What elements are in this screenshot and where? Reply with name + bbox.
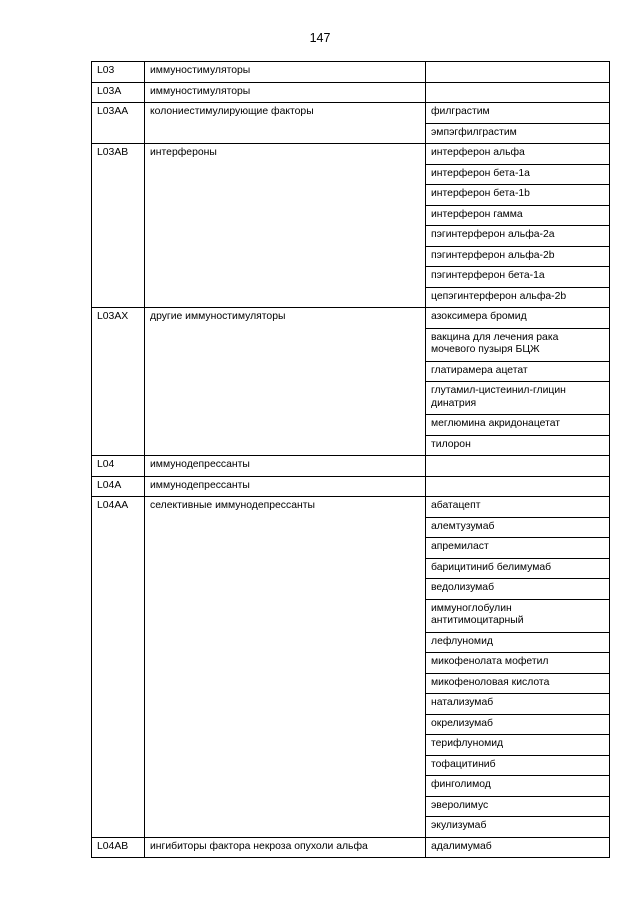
- atc-code-cell: L04A: [92, 476, 145, 497]
- drug-name-cell: пэгинтерферон альфа-2b: [426, 246, 610, 267]
- drug-name-cell: пэгинтерферон бета-1a: [426, 267, 610, 288]
- drug-name-cell: глатирамера ацетат: [426, 361, 610, 382]
- drug-name-cell: апремиласт: [426, 538, 610, 559]
- drug-name-cell: натализумаб: [426, 694, 610, 715]
- drug-name-cell: азоксимера бромид: [426, 308, 610, 329]
- drug-name-cell: [426, 82, 610, 103]
- drug-name-cell: [426, 62, 610, 83]
- table-row: [92, 497, 610, 518]
- group-name-cell: селективные иммунодепрессанты: [145, 497, 426, 838]
- table-row: [92, 476, 610, 497]
- group-name-cell: иммунодепрессанты: [145, 476, 426, 497]
- drug-name-cell: микофенолата мофетил: [426, 653, 610, 674]
- drug-name-cell: пэгинтерферон альфа-2a: [426, 226, 610, 247]
- drug-name-cell: терифлуномид: [426, 735, 610, 756]
- table-row: [92, 82, 610, 103]
- drug-name-cell: тилорон: [426, 435, 610, 456]
- drug-name-cell: ведолизумаб: [426, 579, 610, 600]
- atc-code-cell: L03AB: [92, 144, 145, 308]
- drug-name-cell: филграстим: [426, 103, 610, 124]
- table-row: [92, 456, 610, 477]
- group-name-cell: иммуностимуляторы: [145, 62, 426, 83]
- drug-name-cell: интерферон бета-1b: [426, 185, 610, 206]
- table-row: [92, 103, 610, 124]
- atc-code-cell: L04AA: [92, 497, 145, 838]
- drug-name-cell: барицитиниб белимумаб: [426, 558, 610, 579]
- drug-name-cell: [426, 456, 610, 477]
- page-number: 147: [309, 31, 331, 45]
- group-name-cell: иммуностимуляторы: [145, 82, 426, 103]
- table-row: [92, 144, 610, 165]
- atc-code-cell: L03AA: [92, 103, 145, 144]
- atc-code-cell: L03: [92, 62, 145, 83]
- atc-code-cell: L03AX: [92, 308, 145, 456]
- drug-name-cell: адалимумаб: [426, 837, 610, 858]
- drug-name-cell: лефлуномид: [426, 632, 610, 653]
- table-row: [92, 62, 610, 83]
- atc-classification-table: [91, 61, 610, 858]
- drug-name-cell: экулизумаб: [426, 817, 610, 838]
- table-row: [92, 837, 610, 858]
- group-name-cell: ингибиторы фактора некроза опухоли альфа: [145, 837, 426, 858]
- drug-name-cell: финголимод: [426, 776, 610, 797]
- group-name-cell: колониестимулирующие факторы: [145, 103, 426, 144]
- drug-name-cell: меглюмина акридонацетат: [426, 415, 610, 436]
- drug-name-cell: [426, 476, 610, 497]
- drug-name-cell: эмпэгфилграстим: [426, 123, 610, 144]
- drug-name-cell: окрелизумаб: [426, 714, 610, 735]
- drug-name-cell: иммуноглобулин антитимоцитарный: [426, 599, 610, 632]
- drug-name-cell: интерферон гамма: [426, 205, 610, 226]
- drug-name-cell: вакцина для лечения рака мочевого пузыря БЦЖ: [426, 328, 610, 361]
- group-name-cell: интерфероны: [145, 144, 426, 308]
- group-name-cell: другие иммуностимуляторы: [145, 308, 426, 456]
- drug-name-cell: тофацитиниб: [426, 755, 610, 776]
- drug-name-cell: глутамил-цистеинил-глицин динатрия: [426, 382, 610, 415]
- drug-name-cell: микофеноловая кислота: [426, 673, 610, 694]
- drug-name-cell: эверолимус: [426, 796, 610, 817]
- table-row: [92, 308, 610, 329]
- group-name-cell: иммунодепрессанты: [145, 456, 426, 477]
- drug-name-cell: алемтузумаб: [426, 517, 610, 538]
- drug-name-cell: интерферон бета-1a: [426, 164, 610, 185]
- atc-code-cell: L03A: [92, 82, 145, 103]
- drug-name-cell: абатацепт: [426, 497, 610, 518]
- atc-code-cell: L04: [92, 456, 145, 477]
- drug-name-cell: цепэгинтерферон альфа-2b: [426, 287, 610, 308]
- atc-code-cell: L04AB: [92, 837, 145, 858]
- drug-name-cell: интерферон альфа: [426, 144, 610, 165]
